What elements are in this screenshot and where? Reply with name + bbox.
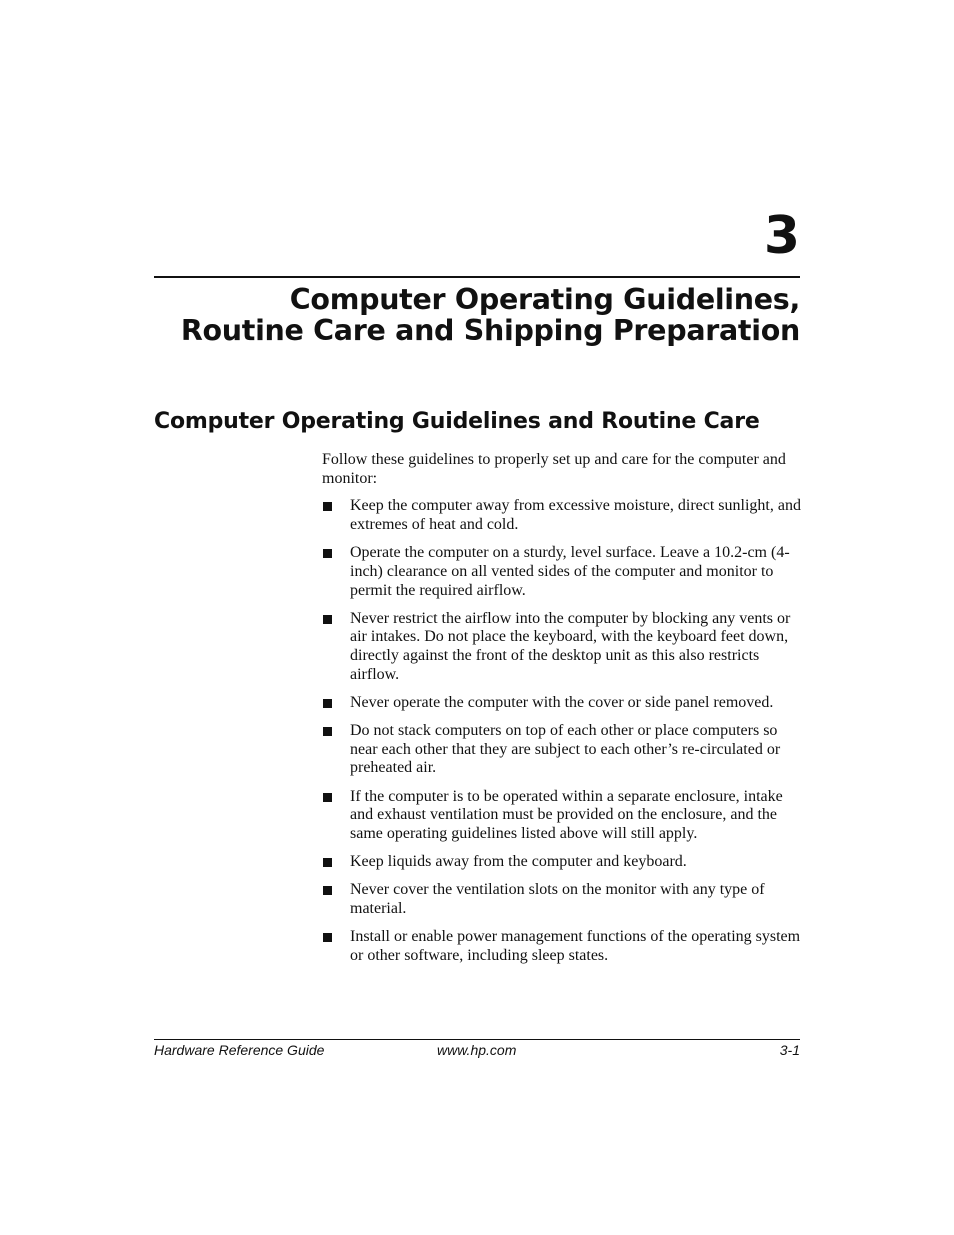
- list-item: [322, 788, 802, 844]
- list-item: [322, 544, 802, 600]
- footer-guide-title: Hardware Reference Guide: [154, 1042, 325, 1058]
- footer-page-number: 3-1: [779, 1042, 800, 1058]
- list-item-text: Never cover the ventilation slots on the monitor with any type of material.: [350, 881, 765, 917]
- list-item: [322, 722, 802, 778]
- list-item-text: Operate the computer on a sturdy, level surface. Leave a 10.2-cm (4-inch) clearance on all vented sides of the computer and monitor to permit the required airflow.: [350, 544, 790, 599]
- list-item: [322, 610, 802, 685]
- list-item-text: Do not stack computers on top of each other or place computers so near each other that they are subject to each other’s re-circulated or preheated air.: [350, 722, 781, 777]
- section-heading: Computer Operating Guidelines and Routine Care: [154, 409, 760, 434]
- list-item-text: If the computer is to be operated within a separate enclosure, intake and exhaust ventilation must be provided on the enclosure, and the same operating guidelines listed above will still apply.: [350, 787, 783, 842]
- list-item-text: Install or enable power management functions of the operating system or other software, including sleep states.: [350, 927, 801, 964]
- list-item: [322, 881, 802, 918]
- chapter-title: [154, 284, 800, 346]
- list-item: [322, 928, 802, 965]
- footer-rule: [154, 1039, 800, 1040]
- square-bullet-icon: [323, 699, 332, 708]
- chapter-title-line-2: Routine Care and Shipping Preparation: [180, 314, 800, 347]
- square-bullet-icon: [323, 549, 332, 558]
- chapter-rule: [154, 276, 800, 278]
- square-bullet-icon: [323, 886, 332, 895]
- chapter-number: 3: [763, 206, 800, 266]
- square-bullet-icon: [323, 727, 332, 736]
- list-item: [322, 694, 802, 713]
- square-bullet-icon: [323, 793, 332, 802]
- square-bullet-icon: [323, 502, 332, 511]
- list-item: [322, 497, 802, 534]
- chapter-title-line-1: Computer Operating Guidelines,: [289, 283, 800, 316]
- intro-paragraph: Follow these guidelines to properly set up and care for the computer and monitor:: [322, 451, 786, 487]
- square-bullet-icon: [323, 615, 332, 624]
- list-item: [322, 853, 802, 872]
- footer-url: www.hp.com: [437, 1042, 517, 1058]
- square-bullet-icon: [323, 858, 332, 867]
- guideline-list: [322, 497, 802, 965]
- list-item-text: Keep liquids away from the computer and keyboard.: [350, 853, 687, 870]
- list-item-text: Never operate the computer with the cover or side panel removed.: [350, 693, 774, 711]
- section-body: [322, 451, 802, 975]
- list-item-text: Never restrict the airflow into the computer by blocking any vents or air intakes. Do not place the keyboard, with the keyboard feet down, directly against the front of the desktop unit as this also restricts airflow.: [350, 609, 791, 683]
- square-bullet-icon: [323, 933, 332, 942]
- list-item-text: Keep the computer away from excessive moisture, direct sunlight, and extremes of heat and cold.: [350, 497, 801, 534]
